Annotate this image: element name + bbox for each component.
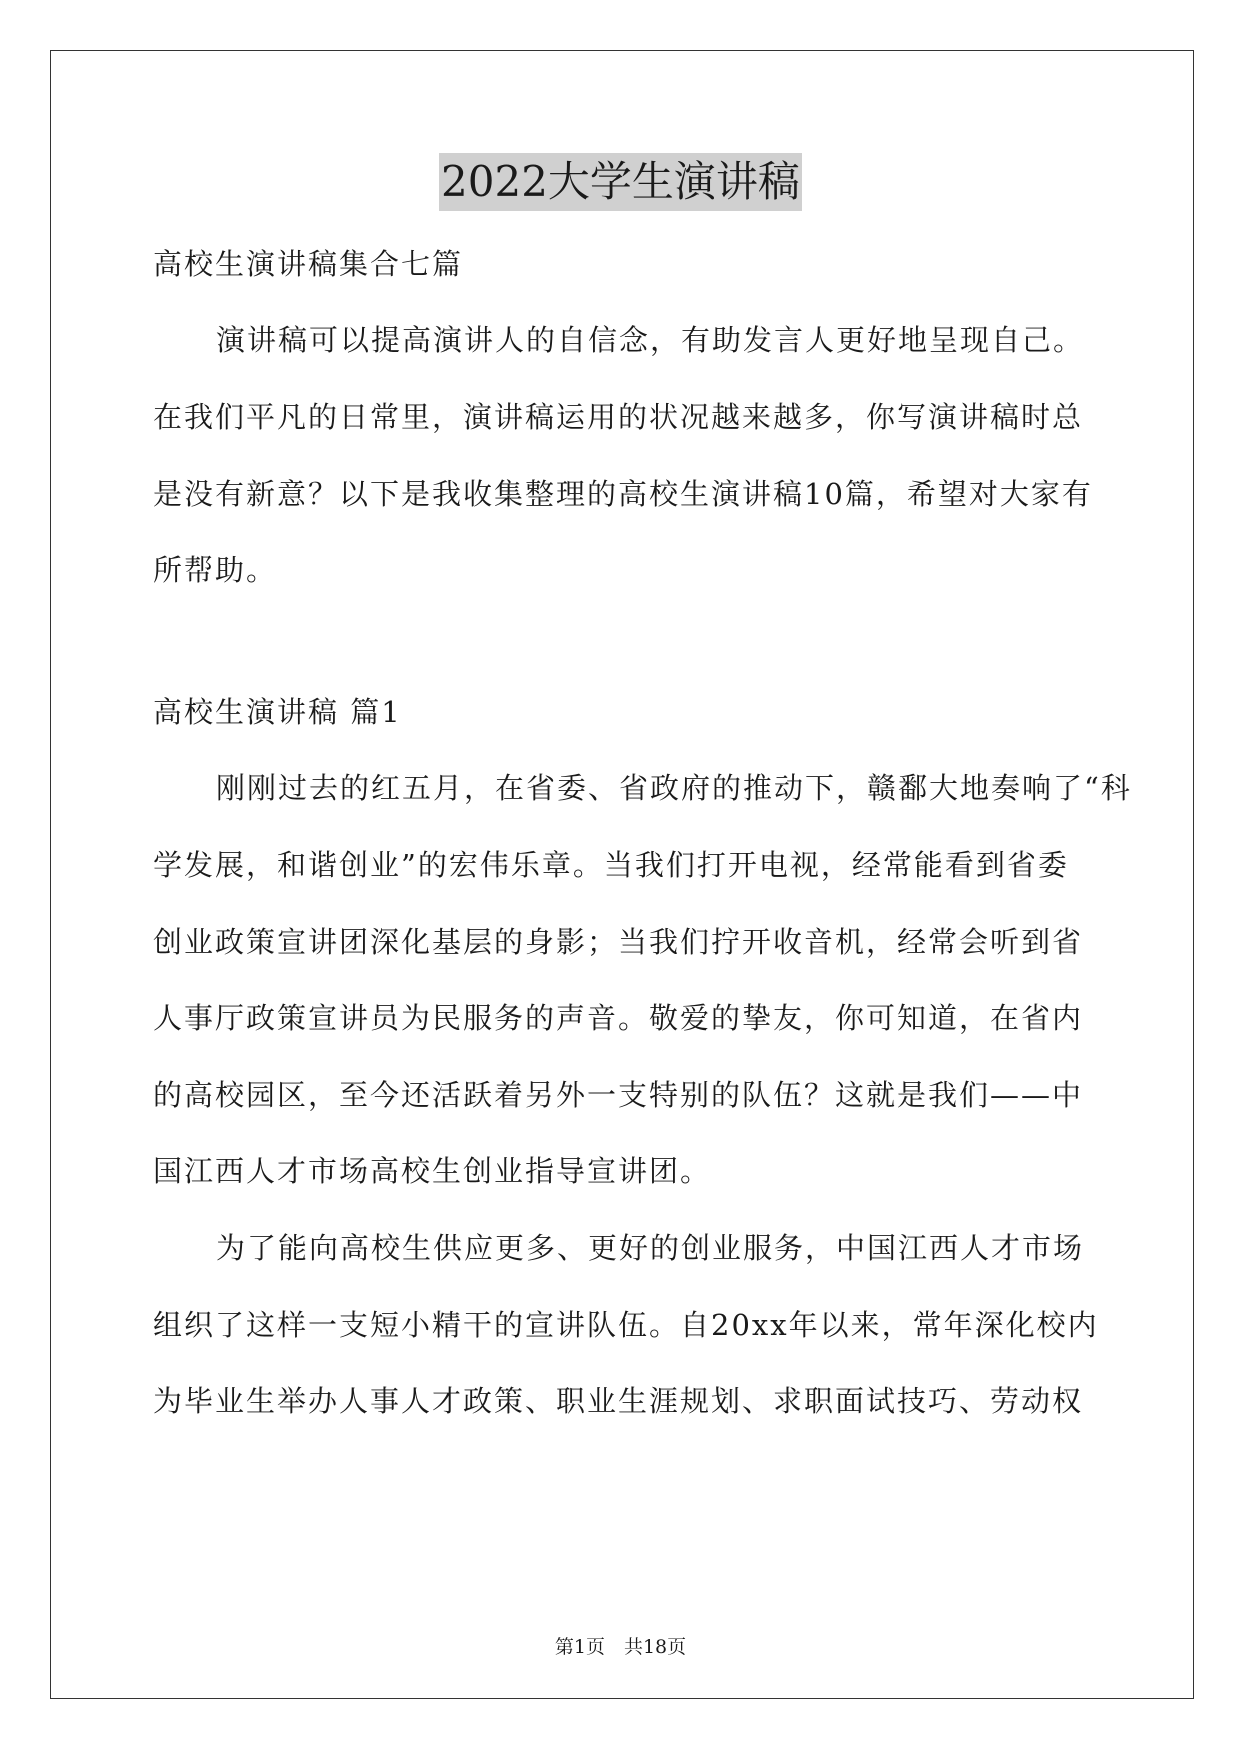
subtitle: 高校生演讲稿集合七篇: [153, 247, 464, 281]
intro-line: 所帮助。: [153, 553, 278, 587]
paragraph-line: 为毕业生举办人事人才政策、职业生涯规划、求职面试技巧、劳动权: [153, 1384, 1084, 1418]
paragraph-line: 学发展，和谐创业”的宏伟乐章。当我们打开电视，经常能看到省委: [153, 848, 1069, 882]
document-title: 2022大学生演讲稿: [439, 153, 802, 211]
title-container: [0, 153, 1241, 211]
paragraph-line: 人事厅政策宣讲员为民服务的声音。敬爱的挚友，你可知道，在省内: [153, 1001, 1084, 1035]
intro-line: 在我们平凡的日常里，演讲稿运用的状况越来越多，你写演讲稿时总: [153, 400, 1084, 434]
intro-line: 是没有新意？以下是我收集整理的高校生演讲稿10篇，希望对大家有: [153, 477, 1093, 511]
paragraph-line: 组织了这样一支短小精干的宣讲队伍。自20xx年以来，常年深化校内: [153, 1308, 1099, 1342]
paragraph-line: 为了能向高校生供应更多、更好的创业服务，中国江西人才市场: [216, 1231, 1085, 1265]
paragraph-line: 国江西人才市场高校生创业指导宣讲团。: [153, 1154, 712, 1188]
intro-line: 演讲稿可以提高演讲人的自信念，有助发言人更好地呈现自己。: [216, 323, 1085, 357]
paragraph-line: 刚刚过去的红五月，在省委、省政府的推动下，赣鄱大地奏响了“科: [216, 771, 1132, 805]
page-footer: 第1页 共18页: [554, 1636, 687, 1658]
paragraph-line: 创业政策宣讲团深化基层的身影；当我们拧开收音机，经常会听到省: [153, 925, 1084, 959]
section-heading: 高校生演讲稿 篇1: [153, 695, 402, 729]
paragraph-line: 的高校园区，至今还活跃着另外一支特别的队伍？这就是我们——中: [153, 1078, 1084, 1112]
